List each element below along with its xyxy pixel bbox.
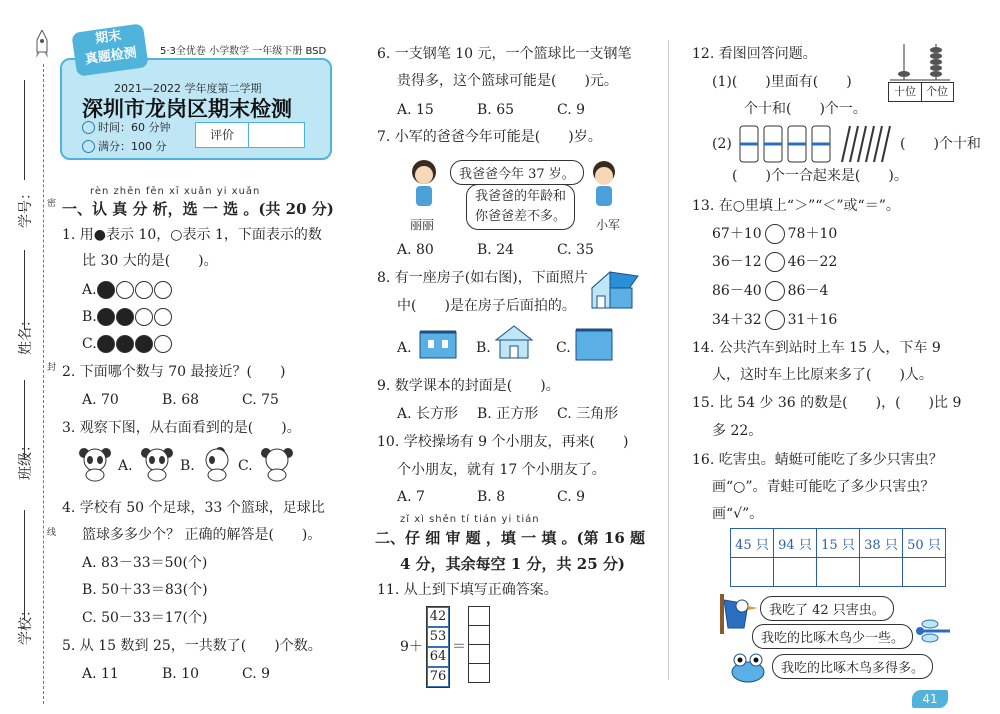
class-line [24, 380, 25, 460]
q3-a-label: A. [118, 458, 133, 474]
q6-option-a[interactable]: A. 15 [397, 102, 434, 118]
filled-bead-icon [116, 335, 134, 353]
q13-r2-right: 46－22 [787, 254, 838, 270]
q4-option-b[interactable]: B. 50＋33＝83(个) [82, 582, 208, 598]
lili-speech-bubble: 我爸爸今年 37 岁。 [450, 160, 584, 185]
q13-row4 [712, 310, 837, 330]
q13-r4-left: 34＋32 [712, 312, 762, 328]
q1-option-b[interactable] [82, 307, 173, 327]
q9-line1: 9. 数学课本的封面是( )。 [377, 378, 560, 394]
q12-part2-label: (2) [712, 136, 732, 152]
q2-option-a[interactable]: A. 70 [82, 392, 119, 408]
q1-c-label: C. [82, 336, 97, 352]
q11-number-column [426, 606, 450, 688]
section2-pinyin: zǐ xì shěn tí tián yi tián [400, 514, 540, 525]
q8-option-a[interactable]: A. [397, 340, 412, 356]
q4-option-a[interactable]: A. 83－33＝50(个) [82, 555, 208, 571]
exam-score: 满分：100 分 [98, 140, 167, 153]
school-label: 学校： [18, 603, 34, 645]
frog-icon [728, 650, 768, 688]
q13-r2-left: 36－12 [712, 254, 762, 270]
name-line [24, 250, 25, 330]
answer-cell[interactable] [817, 558, 860, 587]
lili-name: 丽丽 [410, 218, 435, 232]
q13-r1-left: 67＋10 [712, 226, 762, 242]
table-cell: 45 只 [731, 529, 774, 558]
badge-line2: 真题检测 [84, 45, 138, 68]
q3-option-b[interactable] [180, 456, 195, 476]
q12-part1-line2: 个十和( )个一。 [744, 101, 867, 117]
q16-line1: 16. 吃害虫。蜻蜓可能吃了多少只害虫？ [692, 452, 943, 468]
ones-place-label: 个位 [926, 85, 948, 98]
table-row [731, 529, 946, 558]
q13-row3 [712, 281, 828, 301]
q6-line1: 6. 一支钢笔 10 元，一个篮球比一支钢笔 [377, 46, 632, 62]
q16-line3: 画“√”。 [712, 506, 764, 522]
q13-r4-right: 31＋16 [787, 312, 838, 328]
q5-option-b[interactable]: B. 10 [162, 666, 200, 682]
q3-line1: 3. 观察下图，从右面看到的是( )。 [62, 420, 301, 436]
table-cell: 15 只 [817, 529, 860, 558]
q10-option-c[interactable]: C. 9 [557, 489, 586, 505]
filled-bead-icon [97, 281, 115, 299]
table-cell: 38 只 [860, 529, 903, 558]
filled-bead-icon [97, 335, 115, 353]
series-label: 5·3全优卷 小学数学 一年级下册 BSD [160, 46, 327, 57]
seal-char-feng: 封 [47, 363, 57, 373]
q6-options [397, 100, 637, 120]
q1-line2: 比 30 大的是( )。 [82, 253, 218, 269]
answer-cell[interactable] [860, 558, 903, 587]
section2-title-line1: 二、仔 细 审 题 ，填 一 填 。(第 16 题 [375, 529, 645, 547]
q2-line1: 2. 下面哪个数与 70 最接近？( ) [62, 364, 286, 380]
q8-line2: 中( )是在房子后面拍的。 [397, 298, 576, 314]
rocket-icon [36, 30, 48, 58]
q1-option-c[interactable] [82, 334, 173, 354]
q14-line1: 14. 公共汽车到站时上车 15 人，下车 9 [692, 340, 941, 356]
empty-bead-icon [154, 281, 172, 299]
seal-char-mi: 密 [47, 199, 57, 209]
q5-line1: 5. 从 15 数到 25，一共数了( )个数。 [62, 638, 322, 654]
q13-r1-right: 78＋10 [787, 226, 838, 242]
q15-line1: 15. 比 54 少 36 的数是( )，( )比 9 [692, 395, 962, 411]
q13-line1: 13. 在○里填上“＞”“＜”或“＝”。 [692, 198, 900, 214]
empty-bead-icon [154, 335, 172, 353]
q10-option-b[interactable]: B. 8 [477, 489, 506, 505]
answer-cell[interactable] [731, 558, 774, 587]
q16-answer-table [730, 528, 946, 587]
q9-options [397, 404, 637, 424]
filled-bead-icon [97, 308, 115, 326]
empty-bead-icon [116, 281, 134, 299]
q11-equals: ＝ [452, 639, 466, 655]
speech-bubble-2 [466, 184, 575, 230]
answer-cell[interactable] [774, 558, 817, 587]
q1-option-a[interactable] [82, 280, 173, 300]
panda-view-a-icon [140, 446, 174, 486]
place-value-labels [888, 82, 954, 102]
q13-r3-right: 86－4 [787, 283, 829, 299]
q4-line2: 篮球多多少个？ 正确的解答是( )。 [82, 527, 322, 543]
xiaojun-bubble-line1: 我爸爸的年龄和 [475, 189, 567, 204]
dragonfly-speech: 我吃的比啄木鸟少一些。 [752, 624, 913, 649]
column-divider [668, 40, 669, 680]
q13-row2 [712, 252, 837, 272]
boy-icon [586, 158, 622, 216]
student-number-line [24, 80, 25, 180]
exam-title: 深圳市龙岗区期末检测 [82, 97, 292, 121]
q11-num-3: 64 [427, 647, 449, 667]
compare-circle[interactable] [765, 224, 785, 244]
empty-bead-icon [135, 281, 153, 299]
q9-option-c[interactable]: C. 三角形 [557, 406, 619, 422]
q8-line1: 8. 有一座房子(如右图)，下面照片 [377, 270, 588, 286]
section2-title-line2: 4 分，其余每空 1 分，共 25 分) [400, 555, 625, 573]
q9-option-b[interactable]: B. 正方形 [477, 406, 539, 422]
q11-lhs: 9＋ [400, 639, 423, 655]
xiaojun-bubble-line2: 你爸爸差不多。 [475, 209, 567, 224]
q2-options [82, 390, 322, 410]
q3-b-label: B. [180, 458, 195, 474]
evaluation-box[interactable] [195, 122, 305, 148]
q11-answer-box-3[interactable] [468, 645, 490, 664]
dragonfly-icon [914, 616, 954, 650]
q11-answer-column [468, 606, 490, 683]
compare-circle[interactable] [765, 281, 785, 301]
binding-line [43, 64, 44, 704]
q2-option-c[interactable]: C. 75 [242, 392, 279, 408]
q5-options [82, 664, 322, 684]
q10-line2: 个小朋友，就有 17 个小朋友了。 [397, 462, 606, 478]
q8-option-c[interactable]: C. [556, 340, 571, 356]
q3-option-a[interactable] [118, 456, 133, 476]
q8-option-b[interactable]: B. [476, 340, 491, 356]
clock-icon [82, 121, 95, 134]
compare-circle[interactable] [765, 310, 785, 330]
answer-cell[interactable] [903, 558, 946, 587]
name-label: 姓名： [18, 313, 34, 355]
q7-line1: 7. 小军的爸爸今年可能是( )岁。 [377, 129, 602, 145]
q10-line1: 10. 学校操场有 9 个小朋友，再来( ) [377, 434, 629, 450]
q6-option-c[interactable]: C. 9 [557, 102, 586, 118]
q11-line1: 11. 从上到下填写正确答案。 [377, 582, 558, 598]
q14-line2: 人，这时车上比原来多了( )人。 [712, 367, 933, 383]
exam-time: 时间：60 分钟 [98, 121, 171, 134]
empty-bead-icon [154, 308, 172, 326]
q12-part2-line1: ( )个十和 [900, 136, 981, 152]
abacus-icon [888, 40, 952, 82]
q4-option-c[interactable]: C. 50－33＝17(个) [82, 610, 208, 626]
student-number-label: 学号： [18, 186, 34, 228]
q10-option-a[interactable]: A. 7 [397, 489, 425, 505]
q6-line2: 贵得多，这个篮球可能是( )元。 [397, 73, 618, 89]
panda-side-icon [202, 446, 232, 486]
q5-option-c[interactable]: C. 9 [242, 666, 271, 682]
evaluation-label: 评价 [196, 123, 249, 147]
woodpecker-speech: 我吃了 42 只害虫。 [760, 596, 894, 621]
q7-option-b[interactable]: B. 24 [477, 242, 515, 258]
q9-option-a[interactable]: A. 长方形 [397, 406, 459, 422]
q4-line1: 4. 学校有 50 个足球，33 个篮球，足球比 [62, 500, 325, 516]
q11-answer-box-2[interactable] [468, 626, 490, 645]
q2-option-b[interactable]: B. 68 [162, 392, 200, 408]
xiaojun-name: 小军 [596, 218, 621, 232]
section1-title: 一、认 真 分 析，选 一 选 。(共 20 分) [62, 200, 334, 218]
q1-line1: 1. 用●表示 10，○表示 1，下面表示的数 [62, 227, 322, 243]
compare-circle[interactable] [765, 252, 785, 272]
q3-c-label: C. [238, 458, 253, 474]
stick-bundles-icon [738, 124, 898, 168]
q11-num-4: 76 [427, 667, 449, 687]
q7-option-c[interactable]: C. 35 [557, 242, 594, 258]
house-icon [588, 268, 642, 318]
q11-num-1: 42 [427, 607, 449, 627]
q3-option-c[interactable] [238, 456, 253, 476]
q1-b-label: B. [82, 309, 97, 325]
empty-bead-icon [135, 308, 153, 326]
panda-front-icon [78, 446, 112, 486]
table-cell: 94 只 [774, 529, 817, 558]
house-view-c-icon [574, 324, 614, 366]
house-view-a-icon [418, 324, 458, 366]
q6-option-b[interactable]: B. 65 [477, 102, 515, 118]
exam-year: 2021—2022 学年度第二学期 [114, 82, 262, 95]
q11-answer-box-4[interactable] [468, 664, 490, 683]
q15-line2: 多 22。 [712, 423, 763, 439]
q11-answer-box-1[interactable] [468, 606, 490, 626]
q13-r3-left: 86－40 [712, 283, 762, 299]
section1-pinyin: rèn zhēn fēn xī xuǎn yi xuǎn [90, 186, 261, 197]
q11-num-2: 53 [427, 627, 449, 647]
filled-bead-icon [116, 308, 134, 326]
school-line [24, 510, 25, 620]
q5-option-a[interactable]: A. 11 [82, 666, 119, 682]
panda-back-icon [260, 446, 294, 486]
girl-icon [406, 158, 442, 216]
tens-place-label: 十位 [889, 83, 922, 101]
q10-options [397, 487, 637, 507]
badge-line1: 期末 [94, 28, 123, 47]
house-view-b-icon [494, 322, 534, 366]
q1-a-label: A. [82, 282, 97, 298]
frog-speech: 我吃的比啄木鸟多得多。 [772, 654, 933, 679]
table-row [731, 558, 946, 587]
q7-options [397, 240, 637, 260]
q12-part1-line1: (1)( )里面有( ) [712, 74, 852, 90]
page-number [912, 690, 948, 708]
check-icon [82, 140, 95, 153]
q12-part2-line2: ( )个一合起来是( )。 [732, 168, 908, 184]
q7-option-a[interactable]: A. 80 [397, 242, 434, 258]
table-cell: 50 只 [903, 529, 946, 558]
filled-bead-icon [135, 335, 153, 353]
class-label: 班级： [18, 438, 34, 480]
q12-line1: 12. 看图回答问题。 [692, 46, 817, 62]
q13-row1 [712, 224, 837, 244]
q16-line2: 画“○”。青蛙可能吃了多少只害虫？ [712, 479, 935, 495]
seal-char-xian: 线 [47, 528, 57, 538]
page-number-text: 41 [922, 692, 938, 706]
